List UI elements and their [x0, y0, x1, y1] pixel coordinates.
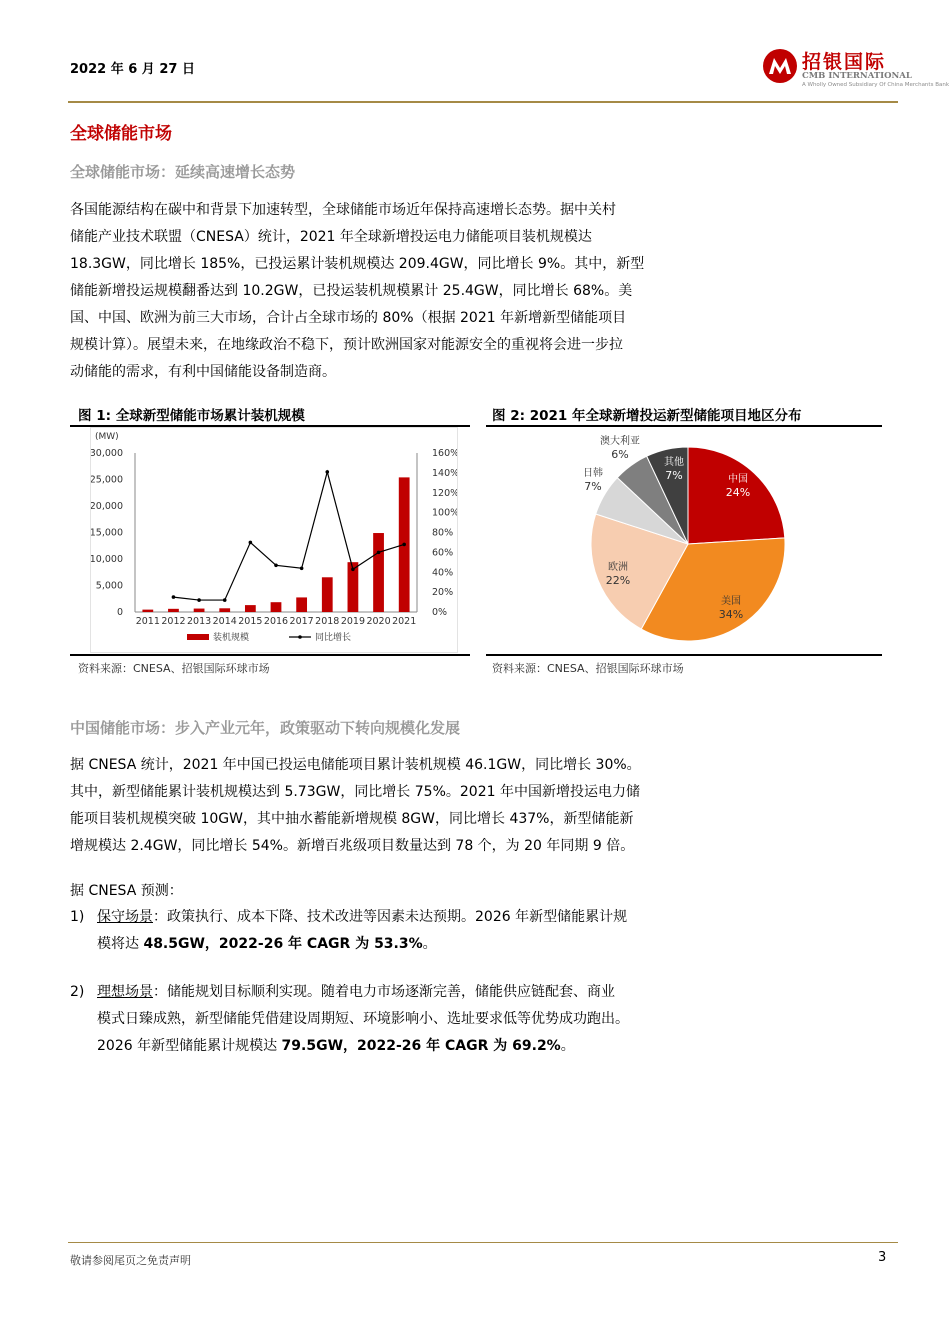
- x-tick-label: 2011: [135, 616, 160, 627]
- scenario-text: 模式日臻成熟，新型储能凭借建设周期短、环境影响小、选址要求低等优势成功跑出。: [97, 1011, 629, 1027]
- x-tick-label: 2019: [340, 616, 366, 627]
- x-tick-label: 2013: [186, 616, 212, 627]
- forecast-item-ideal: [70, 979, 710, 1063]
- figure-2-bottom-rule: [486, 654, 882, 656]
- scenario-text-end: 。: [422, 936, 437, 952]
- y-right-tick-label: 80%: [432, 527, 454, 539]
- pie-slice-name: 日韩: [583, 468, 603, 479]
- figure-1-title: 图 1: 全球新型储能市场累计装机规模: [78, 408, 305, 424]
- bar: [271, 602, 282, 612]
- para-line: 动储能的需求，有利中国储能设备制造商。: [70, 364, 336, 380]
- growth-point: [377, 551, 381, 555]
- bar-line-chart: [91, 428, 457, 652]
- bar: [373, 533, 384, 612]
- pie-slice-percent: 7%: [584, 480, 602, 493]
- growth-point: [325, 470, 329, 474]
- y-left-tick-label: 10,000: [91, 554, 123, 565]
- x-tick-label: 2015: [238, 616, 263, 627]
- x-tick-label: 2014: [212, 616, 237, 627]
- x-tick-label: 2016: [263, 616, 289, 627]
- para-line: 增规模达 2.4GW，同比增长 54%。新增百兆级项目数量达到 78 个，为 20 年同期 9 倍。: [70, 838, 635, 854]
- growth-point: [300, 566, 304, 570]
- footer-disclaimer: 敬请参阅尾页之免责声明: [70, 1254, 191, 1267]
- footer-divider: [68, 1242, 898, 1243]
- list-number: 2): [70, 984, 85, 1000]
- section-title: 全球储能市场: [70, 124, 172, 144]
- y-left-tick-label: 0: [116, 607, 123, 618]
- list-number: 1): [70, 909, 85, 925]
- report-date: 2022 年 6 月 27 日: [70, 62, 195, 77]
- pie-slice-name: 中国: [728, 474, 748, 485]
- pie-slice-percent: 6%: [611, 448, 629, 461]
- y-right-tick-label: 20%: [432, 587, 454, 599]
- y-left-tick-label: 25,000: [91, 474, 123, 486]
- y-left-tick-label: 15,000: [91, 527, 123, 539]
- scenario-text: 模将达: [97, 936, 144, 952]
- forecast-intro: 据 CNESA 预测：: [70, 883, 183, 899]
- forecast-item-conservative: [70, 904, 710, 960]
- para-line: 储能产业技术联盟（CNESA）统计，2021 年全球新增投运电力储能项目装机规模达: [70, 229, 592, 245]
- growth-point: [402, 543, 406, 547]
- para-line: 能项目装机规模突破 10GW，其中抽水蓄能新增规模 8GW，同比增长 437%，新型储能新: [70, 811, 634, 827]
- pie-slice-name: 其他: [664, 457, 684, 468]
- growth-point: [249, 541, 253, 545]
- growth-point: [351, 567, 355, 571]
- pie-slice-name: 欧洲: [608, 562, 628, 573]
- scenario-text: ：储能规划目标顺利实现。随着电力市场逐渐完善，储能供应链配套、商业: [153, 984, 615, 1000]
- figure-1-source: 资料来源：CNESA、招银国际环球市场: [78, 662, 270, 675]
- y-right-tick-label: 40%: [432, 567, 454, 579]
- legend-swatch-bar: [187, 634, 209, 640]
- scenario-text: ：政策执行、成本下降、技术改进等因素未达预期。2026 年新型储能累计规: [153, 909, 628, 925]
- x-tick-label: 2021: [392, 616, 417, 627]
- bar: [142, 610, 153, 612]
- header-divider: [68, 101, 898, 103]
- bar: [194, 609, 205, 612]
- x-tick-label: 2017: [289, 616, 314, 627]
- y-left-tick-label: 30,000: [91, 448, 123, 459]
- y-axis-unit: (MW): [95, 432, 119, 442]
- figure-1-chart: [90, 427, 458, 653]
- figure-2-source: 资料来源：CNESA、招银国际环球市场: [492, 662, 684, 675]
- legend-label-bar: 装机规模: [213, 633, 250, 643]
- para-line: 国、中国、欧洲为前三大市场，合计占全球市场的 80%（根据 2021 年新增新型储能项目: [70, 310, 627, 326]
- y-right-tick-label: 160%: [432, 448, 457, 459]
- growth-point: [274, 563, 278, 567]
- pie-chart: [560, 430, 820, 652]
- x-tick-label: 2018: [315, 616, 340, 627]
- logo-english-name: CMB INTERNATIONAL: [802, 71, 912, 81]
- pie-slice-percent: 22%: [605, 574, 631, 587]
- y-left-tick-label: 20,000: [91, 501, 123, 512]
- growth-point: [223, 598, 227, 602]
- scenario-label: 理想场景: [97, 984, 153, 1000]
- pie-slice-name: 澳大利亚: [600, 436, 640, 447]
- legend-label-line: 同比增长: [315, 633, 352, 643]
- para-line: 18.3GW，同比增长 185%，已投运累计装机规模达 209.4GW，同比增长 9%。其中，新型: [70, 256, 645, 272]
- pie-slice-percent: 7%: [665, 469, 683, 482]
- cmb-logo-icon: [762, 48, 798, 84]
- bar: [322, 577, 333, 612]
- para-line: 规模计算）。展望未来，在地缘政治不稳下，预计欧洲国家对能源安全的重视将会进一步拉: [70, 337, 623, 353]
- bar: [245, 605, 256, 612]
- scenario-text-end: 。: [560, 1038, 575, 1054]
- bar: [296, 597, 307, 612]
- logo-subtitle: A Wholly Owned Subsidiary Of China Merchants Bank: [802, 82, 950, 88]
- growth-line: [173, 472, 404, 600]
- paragraph-china-market: [70, 752, 710, 860]
- subsection-title-global: 全球储能市场：延续高速增长态势: [70, 163, 296, 181]
- y-right-tick-label: 60%: [432, 547, 454, 559]
- y-right-tick-label: 140%: [432, 467, 457, 479]
- bar: [219, 608, 230, 612]
- bar: [168, 609, 179, 612]
- scenario-text: 2026 年新型储能累计规模达: [97, 1038, 282, 1054]
- page-number: 3: [878, 1250, 887, 1265]
- para-line: 据 CNESA 统计，2021 年中国已投运电储能项目累计装机规模 46.1GW，同比增长 30%。: [70, 757, 641, 773]
- pie-slice-name: 美国: [721, 596, 741, 607]
- y-right-tick-label: 100%: [432, 507, 457, 519]
- scenario-label: 保守场景: [97, 909, 153, 925]
- y-right-tick-label: 120%: [432, 487, 457, 499]
- scenario-highlight: 79.5GW，2022-26 年 CAGR 为 69.2%: [281, 1038, 561, 1054]
- para-line: 储能新增投运规模翻番达到 10.2GW，已投运装机规模累计 25.4GW，同比增长 68%。美: [70, 283, 633, 299]
- pie-slice-percent: 24%: [725, 486, 751, 499]
- legend-swatch-point: [298, 635, 302, 639]
- scenario-highlight: 48.5GW，2022-26 年 CAGR 为 53.3%: [143, 936, 423, 952]
- x-tick-label: 2012: [161, 616, 186, 627]
- cmbi-logo: [762, 44, 950, 100]
- figure-2-title: 图 2: 2021 年全球新增投运新型储能项目地区分布: [492, 408, 802, 424]
- figure-2-top-rule: [486, 425, 882, 427]
- x-tick-label: 2020: [366, 616, 391, 627]
- paragraph-global-market: [70, 197, 710, 386]
- growth-point: [197, 598, 201, 602]
- pie-slice-percent: 34%: [718, 608, 744, 621]
- para-line: 各国能源结构在碳中和背景下加速转型，全球储能市场近年保持高速增长态势。据中关村: [70, 202, 616, 218]
- logo-chinese-name: 招银国际: [802, 51, 887, 73]
- figure-1-bottom-rule: [70, 654, 470, 656]
- figure-2-chart: [560, 430, 820, 652]
- subsection-title-china: 中国储能市场：步入产业元年，政策驱动下转向规模化发展: [70, 719, 461, 737]
- y-right-tick-label: 0%: [432, 607, 448, 618]
- growth-point: [172, 595, 176, 599]
- y-left-tick-label: 5,000: [95, 580, 123, 592]
- para-line: 其中，新型储能累计装机规模达到 5.73GW，同比增长 75%。2021 年中国新增投运电力储: [70, 784, 640, 800]
